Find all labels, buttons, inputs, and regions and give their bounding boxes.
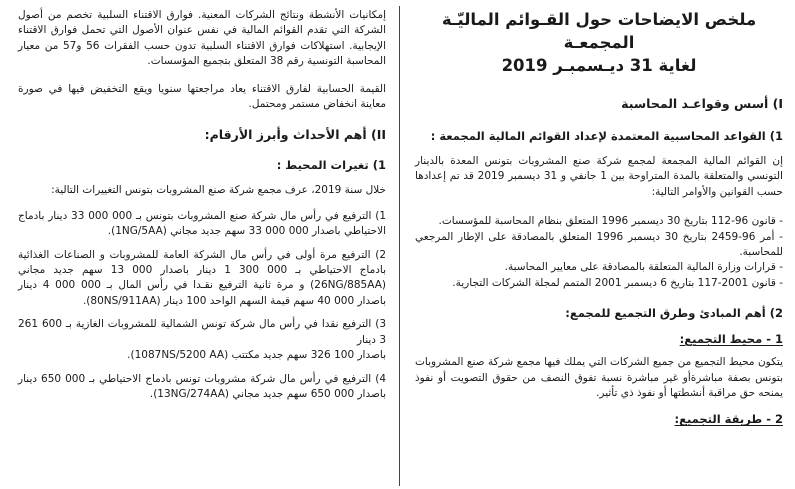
change-item-1: 1) الترفيع في رأس مال شركة صنع المشروبات بتونس بـ 000 000 33 دينار بادماج الاحتياطي باصدار 000 000 33 سهم جديد مجاني (1NG/5AA). — [18, 209, 386, 238]
scope-changes-intro: خلال سنة 2019، عرف مجمع شركة صنع المشروبات بتونس التغييرات التالية: — [51, 184, 386, 197]
scope-heading: 1 - محيط التجميع: — [679, 332, 783, 347]
subsection-1-text: إن القوائم المالية المجمعة لمجمع شركة صنع المشروبات بتونس المعدة بالدينار التونسي والمتعلقة بالمدة المتراوحة بين 1 جانفي و 31 ديسمبر 2019 قد تم إعدادها حسب القوانين والأوامر التالية: — [415, 155, 783, 198]
right-column — [403, 0, 795, 427]
title-line-2: لغاية 31 ديـسمبـر 2019 — [501, 56, 697, 75]
change-item-4: 4) الترفيع في رأس مال شركة مشروبات تونس بادماج الاحتياطي بـ 000 650 دينار باصدار 000 650 سهم جديد مجاني (13NG/274AA). — [18, 372, 387, 400]
goodwill-review-paragraph: القيمة الحسابية لفارق الاقتناء يعاد مراجعتها سنويا ويقع التخفيض فيها في صورة معاينة انخفاض مستمر ومحتمل. — [18, 82, 386, 111]
change-item-2: 2) الترفيع مرة أولى في رأس مال الشركة العامة للمشروبات و الصناعات الغذائية بادماج الاحتياطي بـ 000 300 1 دينار باصدار 000 13 سهم جديد مجاني (26NG/885AA) و مرة ثانية الترفيع نقـدا في رأس المال بـ 000 000 4 دينار باصدار 000 40 سهم قيمة السهم الواحد 100 دينار (80NS/911AA). — [18, 248, 387, 307]
subsection-2-heading: 2) أهم المبادئ وطرق التجميع للمجمع: — [565, 306, 783, 321]
law-item: - قانون 96-112 بتاريخ 30 ديسمبر 1996 المتعلق بنظام المحاسبة للمؤسسات. — [415, 214, 783, 229]
title-line-1: ملخص الايضاحات حول القـوائم الماليّـة المجمعـة — [441, 10, 757, 52]
subsection-1-heading: 1) القواعد المحاسبية المعتمدة لإعداد القوائم المالية المجمعة : — [430, 129, 783, 143]
law-item: - قرارات وزارة المالية المتعلقة بالمصادقة على معايير المحاسبة. — [415, 260, 783, 275]
left-column — [0, 0, 398, 402]
column-divider — [399, 6, 400, 486]
laws-list — [415, 214, 783, 291]
section-1-heading: I) أسس وقواعـد المحاسبة — [621, 96, 783, 111]
page-title — [415, 8, 783, 77]
scope-text: يتكون محيط التجميع من جميع الشركات التي يملك فيها مجمع شركة صنع المشروبات بتونس بصفة مباشرةأو غير مباشرة نسبة تفوق النصف من حقوق التصويت أو نفوذ يمنحه حق مراقبة أنشطتها أو نفوذ ذي تأثير. — [415, 356, 783, 400]
goodwill-paragraph: إمكانيات الأنشطة ونتائج الشركات المعنية. فوارق الاقتناء السلبية تخصم من أصول الشركة التي تقدم القوائم المالية في نفس عنوان الأصول التي تحمل فوارق الاقتناء الإيجابية. استهلاكات فوارق الاقتناء السلبية تدون حسب الفقرات 56 و57 من معيار المحاسبة التونسية رقم 38 المتعلق بتجميع المؤسسات. — [18, 9, 386, 68]
law-item: - أمر 96-2459 بتاريخ 30 ديسمبر 1996 المتعلق بالمصادقة على الإطار المرجعي للمحاسبة. — [415, 230, 783, 261]
change-item-3-line-2: باصدار 100 326 سهم جديد مكتتب (1087NS/5200 AA). — [127, 349, 386, 362]
section-2-heading: II) أهم الأحداث وأبرز الأرقام: — [204, 127, 386, 143]
method-heading: 2 - طريقة التجميع: — [674, 412, 783, 427]
law-item: - قانون 2001-117 بتاريخ 6 ديسمبر 2001 المتمم لمجلة الشركات التجارية. — [415, 276, 783, 291]
scope-changes-heading: 1) تغيرات المحيط : — [276, 158, 386, 173]
change-item-3-line-1: 3) الترفيع نقدا في رأس مال شركة تونس الشمالية للمشروبات الغازية بـ 600 261 3 دينار — [18, 318, 386, 346]
